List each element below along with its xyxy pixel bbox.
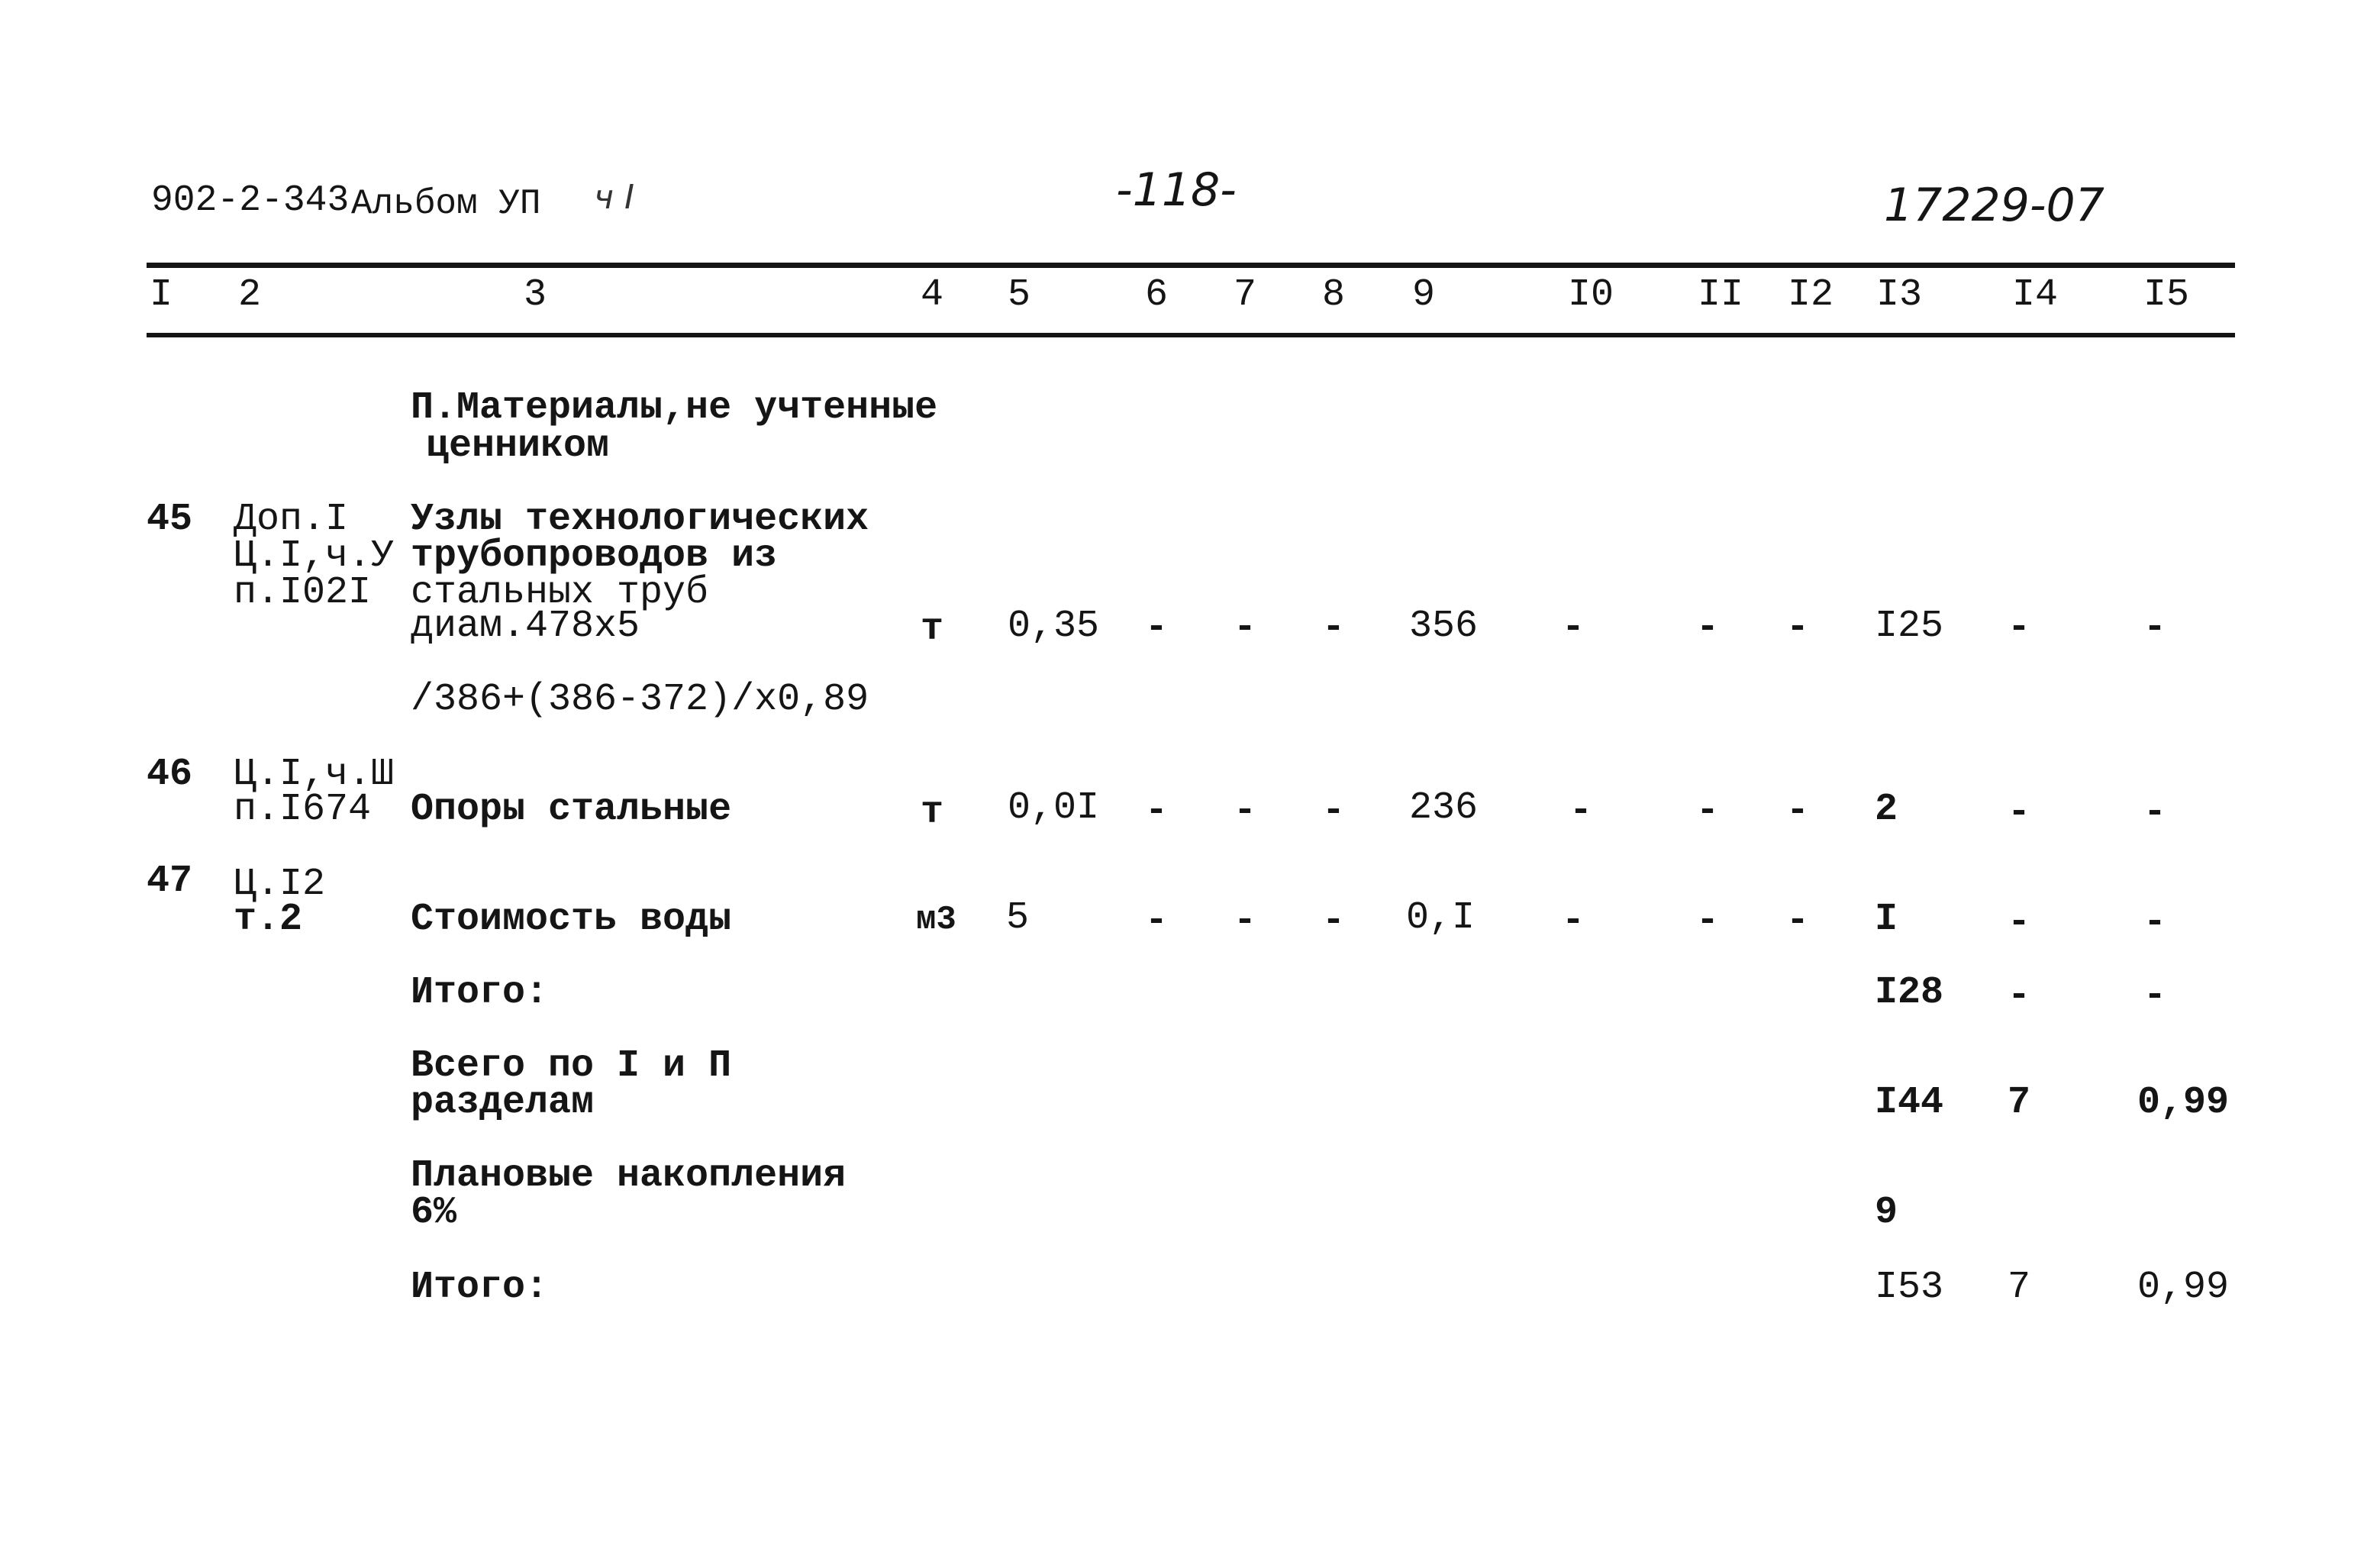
total-label: Итого: bbox=[411, 971, 549, 1015]
total-col15: - bbox=[2143, 974, 2167, 1018]
price-reference: Ц.I,ч.Ш bbox=[234, 753, 395, 796]
document-number: 17229-07 bbox=[1884, 179, 2104, 232]
column-number: 7 bbox=[1234, 273, 1257, 317]
unit: т bbox=[921, 791, 944, 834]
item-description: Опоры стальные bbox=[411, 788, 732, 831]
total-col15: 0,99 bbox=[2137, 1266, 2230, 1309]
cell-col15: - bbox=[2143, 606, 2167, 650]
cell-col6: - bbox=[1145, 899, 1169, 943]
total-col14: 7 bbox=[2008, 1081, 2031, 1124]
section-title: ценником bbox=[426, 424, 610, 468]
cell-col14: - bbox=[2008, 606, 2031, 650]
handwritten-part-mark: ч I bbox=[594, 178, 634, 217]
column-number: 8 bbox=[1322, 273, 1346, 317]
column-number: 2 bbox=[238, 273, 262, 317]
column-number: II bbox=[1698, 273, 1744, 317]
row-number: 46 bbox=[147, 753, 193, 796]
column-number: I0 bbox=[1568, 273, 1614, 317]
cell-col8: - bbox=[1322, 606, 1346, 650]
unit-price: 236 bbox=[1409, 786, 1479, 830]
total-cost: I25 bbox=[1875, 605, 1944, 648]
total-label: Всего по I и П bbox=[411, 1044, 732, 1088]
cell-col10: - bbox=[1562, 606, 1585, 650]
column-number: 5 bbox=[1008, 273, 1031, 317]
total-cost: I bbox=[1875, 898, 1898, 941]
cell-col14: - bbox=[2008, 901, 2031, 944]
cell-col12: - bbox=[1786, 899, 1810, 943]
unit-price: 356 bbox=[1409, 605, 1479, 648]
price-reference: Ц.I2 bbox=[234, 863, 326, 906]
cell-col11: - bbox=[1696, 899, 1720, 943]
cell-col10: - bbox=[1569, 789, 1593, 833]
quantity: 5 bbox=[1006, 896, 1030, 940]
cell-col15: - bbox=[2143, 791, 2167, 834]
item-description: Узлы технологических bbox=[411, 498, 869, 541]
price-formula: /386+(386-372)/х0,89 bbox=[411, 678, 869, 721]
column-number: 6 bbox=[1145, 273, 1169, 317]
total-label: Итого: bbox=[411, 1266, 549, 1309]
cell-col6: - bbox=[1145, 606, 1169, 650]
total-cost: 2 bbox=[1875, 788, 1898, 831]
price-reference: Доп.I bbox=[234, 498, 349, 541]
cell-col12: - bbox=[1786, 789, 1810, 833]
section-title: П.Материалы,не учтенные bbox=[411, 386, 938, 430]
cell-col12: - bbox=[1786, 606, 1810, 650]
cell-col6: - bbox=[1145, 789, 1169, 833]
total-label: разделам bbox=[411, 1081, 595, 1124]
column-number: I bbox=[150, 273, 173, 317]
total-label: 6% bbox=[411, 1191, 457, 1234]
item-description: трубопроводов из bbox=[411, 534, 778, 578]
quantity: 0,35 bbox=[1008, 605, 1100, 648]
cell-col7: - bbox=[1234, 789, 1257, 833]
item-description: стальных труб bbox=[411, 571, 709, 615]
cell-col11: - bbox=[1696, 789, 1720, 833]
cell-col7: - bbox=[1234, 899, 1257, 943]
cell-col11: - bbox=[1696, 606, 1720, 650]
total-col13: 9 bbox=[1875, 1191, 1898, 1234]
price-reference: т.2 bbox=[234, 898, 303, 941]
unit-price: 0,I bbox=[1406, 896, 1476, 940]
unit: т bbox=[921, 608, 944, 651]
total-col14: - bbox=[2008, 974, 2031, 1018]
price-reference: Ц.I,ч.У bbox=[234, 534, 395, 578]
project-code: 902-2-343 bbox=[151, 180, 350, 221]
row-number: 45 bbox=[147, 498, 193, 541]
total-col14: 7 bbox=[2008, 1266, 2031, 1309]
total-col13: I28 bbox=[1875, 971, 1944, 1015]
page-number: -118- bbox=[1116, 163, 1237, 217]
cell-col10: - bbox=[1562, 899, 1585, 943]
column-number: I3 bbox=[1876, 273, 1923, 317]
row-number: 47 bbox=[147, 860, 193, 903]
header-top-rule bbox=[147, 263, 2235, 268]
column-number: 9 bbox=[1412, 273, 1436, 317]
cell-col7: - bbox=[1234, 606, 1257, 650]
total-label: Плановые накопления bbox=[411, 1154, 847, 1198]
column-number: I2 bbox=[1788, 273, 1834, 317]
cell-col14: - bbox=[2008, 791, 2031, 834]
column-number: 3 bbox=[524, 273, 547, 317]
unit: м3 bbox=[916, 901, 956, 939]
cell-col8: - bbox=[1322, 789, 1346, 833]
cell-col8: - bbox=[1322, 899, 1346, 943]
total-col15: 0,99 bbox=[2137, 1081, 2230, 1124]
album-label: Альбом УП bbox=[351, 184, 541, 224]
column-number: 4 bbox=[921, 273, 944, 317]
total-col13: I53 bbox=[1875, 1266, 1944, 1309]
column-number: I4 bbox=[2012, 273, 2059, 317]
column-number: I5 bbox=[2143, 273, 2190, 317]
quantity: 0,0I bbox=[1008, 786, 1100, 830]
header-bottom-rule bbox=[147, 333, 2235, 337]
cell-col15: - bbox=[2143, 901, 2167, 944]
price-reference: п.I02I bbox=[234, 571, 372, 615]
total-col13: I44 bbox=[1875, 1081, 1944, 1124]
item-description: Стоимость воды bbox=[411, 898, 732, 941]
price-reference: п.I674 bbox=[234, 788, 372, 831]
item-description: диам.478х5 bbox=[411, 605, 640, 648]
